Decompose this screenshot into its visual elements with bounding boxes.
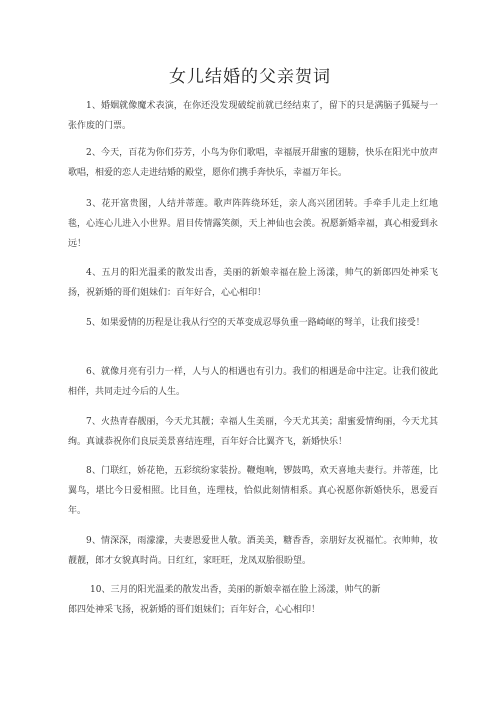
paragraph-1: 1、婚姻就像魔术表演，在你还没发现破绽前就已经结束了，留下的只是满脑子狐疑与一张作废的门票。 (68, 101, 438, 131)
paragraph-3: 3、花开富贵图，人结并蒂莲。歌声阵阵绕环廷，亲人高兴团团转。手牵手儿走上红地毯，心连心儿进入小世界。眉目传情露笑颜，天上神仙也会羡。祝愿新婚幸福，真心相爱到永远！ (68, 199, 438, 249)
paragraph-10-line-2: 郎四处神采飞扬，祝新婚的哥们姐妹们；百年好合，心心相印！ (68, 605, 321, 615)
paragraph-7: 7、火热青春靓丽，今天尤其靓；幸福人生美丽，今天尤其美；甜蜜爱情绚丽，今天尤其绚。真诚恭祝你们良辰美景喜结连理，百年好合比翼齐飞，新婚快乐！ (68, 417, 438, 447)
paragraph-10-line-1: 10、三月的阳光温柔的散发出香，美丽的新娘幸福在脸上汤漾，帅气的新 (90, 585, 381, 595)
paragraph-2: 2、今天，百花为你们芬芳，小鸟为你们歌唱，幸福展开甜蜜的翅膀，快乐在阳光中放声歌唱，相爱的恋人走进结婚的殿堂，愿你们携手奔快乐，幸福万年长。 (68, 148, 438, 178)
paragraph-4: 4、五月的阳光温柔的散发出香，美丽的新娘幸福在脸上汤漾，帅气的新郎四处神采飞扬，祝新婚的哥们姐妹们：百年好合，心心相印！ (68, 268, 438, 298)
paragraph-5: 5、如果爱情的历程是让我从行空的天革变成忍辱负重一路崎岖的弩羊，让我们接受！ (86, 318, 425, 328)
page-title: 女儿结婚的父亲贺词 (169, 67, 331, 87)
paragraph-8: 8、门联红，娇花艳，五彩缤纷家装扮。鞭炮响，锣鼓鸣，欢天喜地夫妻行。并蒂莲，比翼鸟，堪比今日爱相照。比目鱼，连理枝，恰似此刻情相系。真心祝愿你新婚快乐，恩爱百年。 (68, 466, 438, 516)
paragraph-9: 9、情深深，雨濛濛，夫妻恩爱世人敬。酒美美，糖香香，亲朋好友祝福忙。衣帅帅，妆靓靓，郎才女貌真时尚。日红红，家旺旺，龙凤双胎很盼望。 (68, 536, 438, 566)
paragraph-10 (68, 580, 438, 620)
paragraph-6: 6、就像月亮有引力一样，人与人的相遇也有引力。我们的相遇是命中注定。让我们彼此相伴，共同走过今后的人生。 (68, 367, 438, 397)
